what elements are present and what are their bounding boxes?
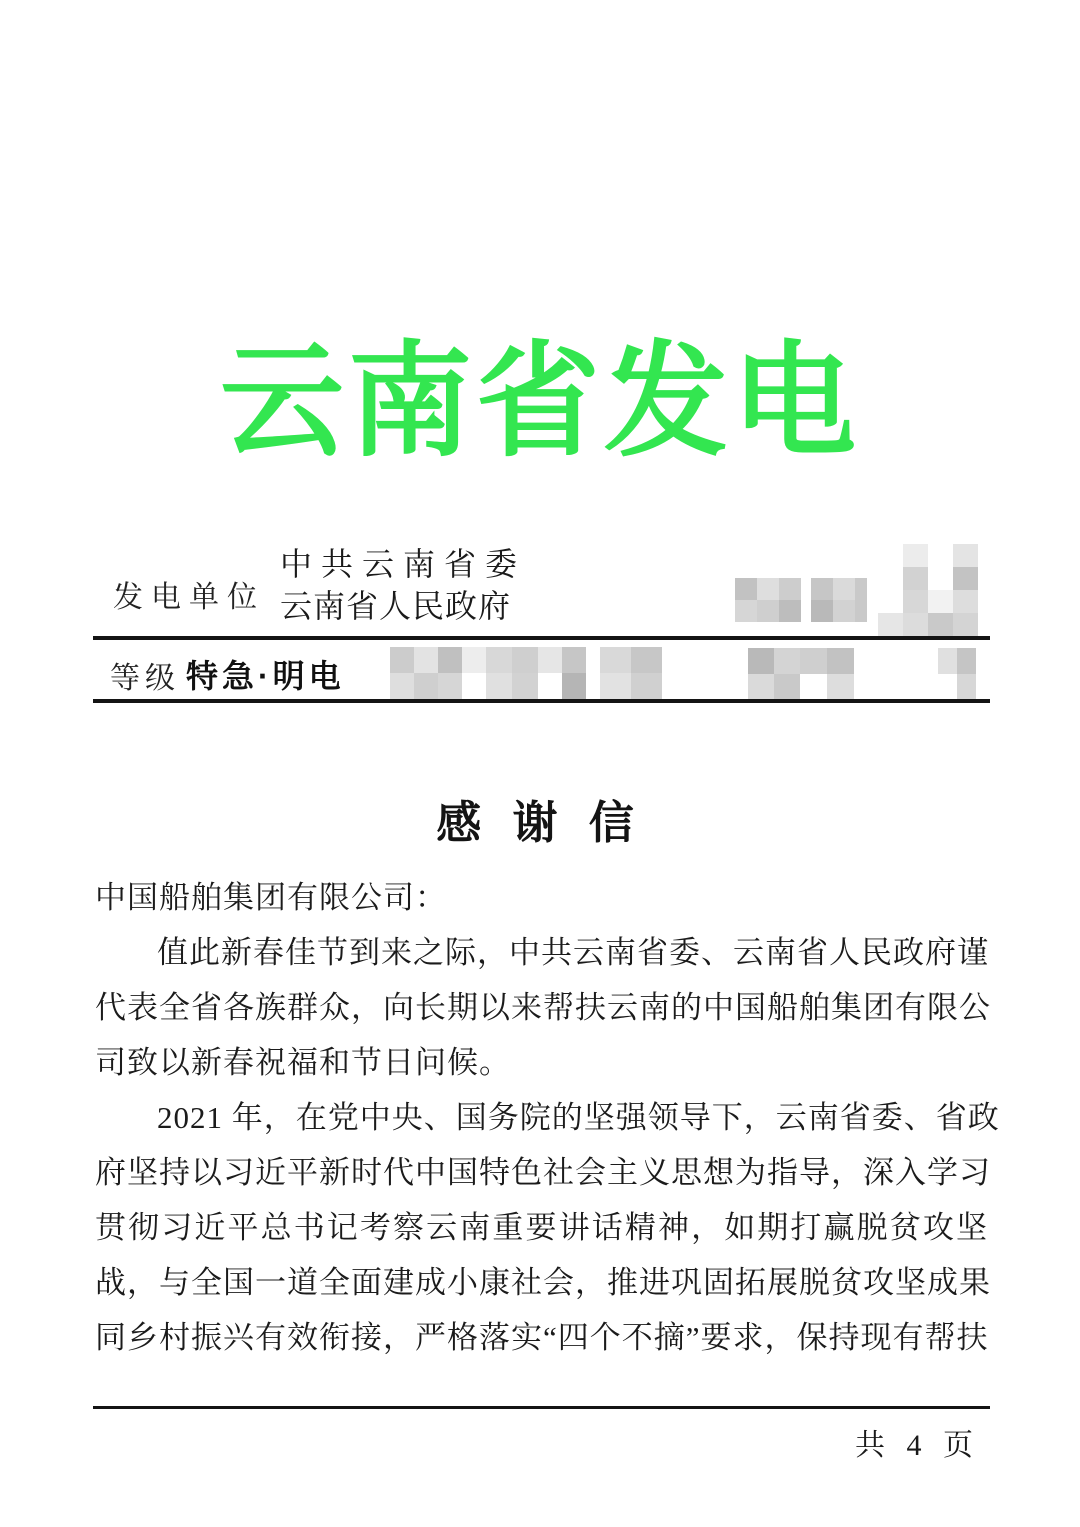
header-divider-line <box>93 636 990 640</box>
issuer-value <box>280 543 526 627</box>
pixelation-blocks <box>878 544 978 636</box>
grade-value: 特急·明电 <box>186 658 345 694</box>
issuer-line-1: 中共云南省委 <box>280 546 527 582</box>
redaction-mosaic <box>600 647 662 699</box>
body-line: 值此新春佳节到来之际，中共云南省委、云南省人民政府谨 <box>157 935 989 970</box>
salutation-line: 中国船舶集团有限公司： <box>95 880 447 915</box>
issuer-line-2: 云南省人民政府 <box>280 588 512 624</box>
redaction-mosaic <box>748 648 854 700</box>
letter-title: 感 谢 信 <box>436 798 644 848</box>
pixelation-blocks <box>600 647 662 699</box>
letter-body <box>95 870 1000 1365</box>
body-line: 战，与全国一道全面建成小康社会，推进巩固拓展脱贫攻坚成果 <box>95 1265 991 1300</box>
pixelation-blocks <box>748 648 854 700</box>
body-line: 同乡村振兴有效衔接，严格落实“四个不摘”要求，保持现有帮扶 <box>95 1320 989 1355</box>
body-line: 司致以新春祝福和节日问候。 <box>95 1045 511 1080</box>
body-line: 贯彻习近平总书记考察云南重要讲话精神，如期打赢脱贫攻坚 <box>95 1210 988 1245</box>
pixelation-blocks <box>735 570 867 628</box>
issuer-label: 发电单位 <box>113 581 265 614</box>
header-divider-line <box>93 699 990 703</box>
redaction-mosaic <box>735 570 867 628</box>
pixelation-blocks <box>938 648 976 700</box>
body-line: 代表全省各族群众，向长期以来帮扶云南的中国船舶集团有限公 <box>95 990 991 1025</box>
page-count: 共 4 页 <box>855 1429 980 1462</box>
pixelation-blocks <box>390 647 586 699</box>
body-line: 府坚持以习近平新时代中国特色社会主义思想为指导，深入学习 <box>95 1155 991 1190</box>
redaction-mosaic <box>938 648 976 700</box>
grade-label: 等级 <box>110 662 180 695</box>
redaction-mosaic <box>878 544 978 636</box>
body-line: 2021 年，在党中央、国务院的坚强领导下，云南省委、省政 <box>157 1100 1000 1135</box>
footer-divider-line <box>93 1406 990 1409</box>
masthead-title: 云南省发电 <box>219 334 860 471</box>
redaction-mosaic <box>390 647 586 699</box>
